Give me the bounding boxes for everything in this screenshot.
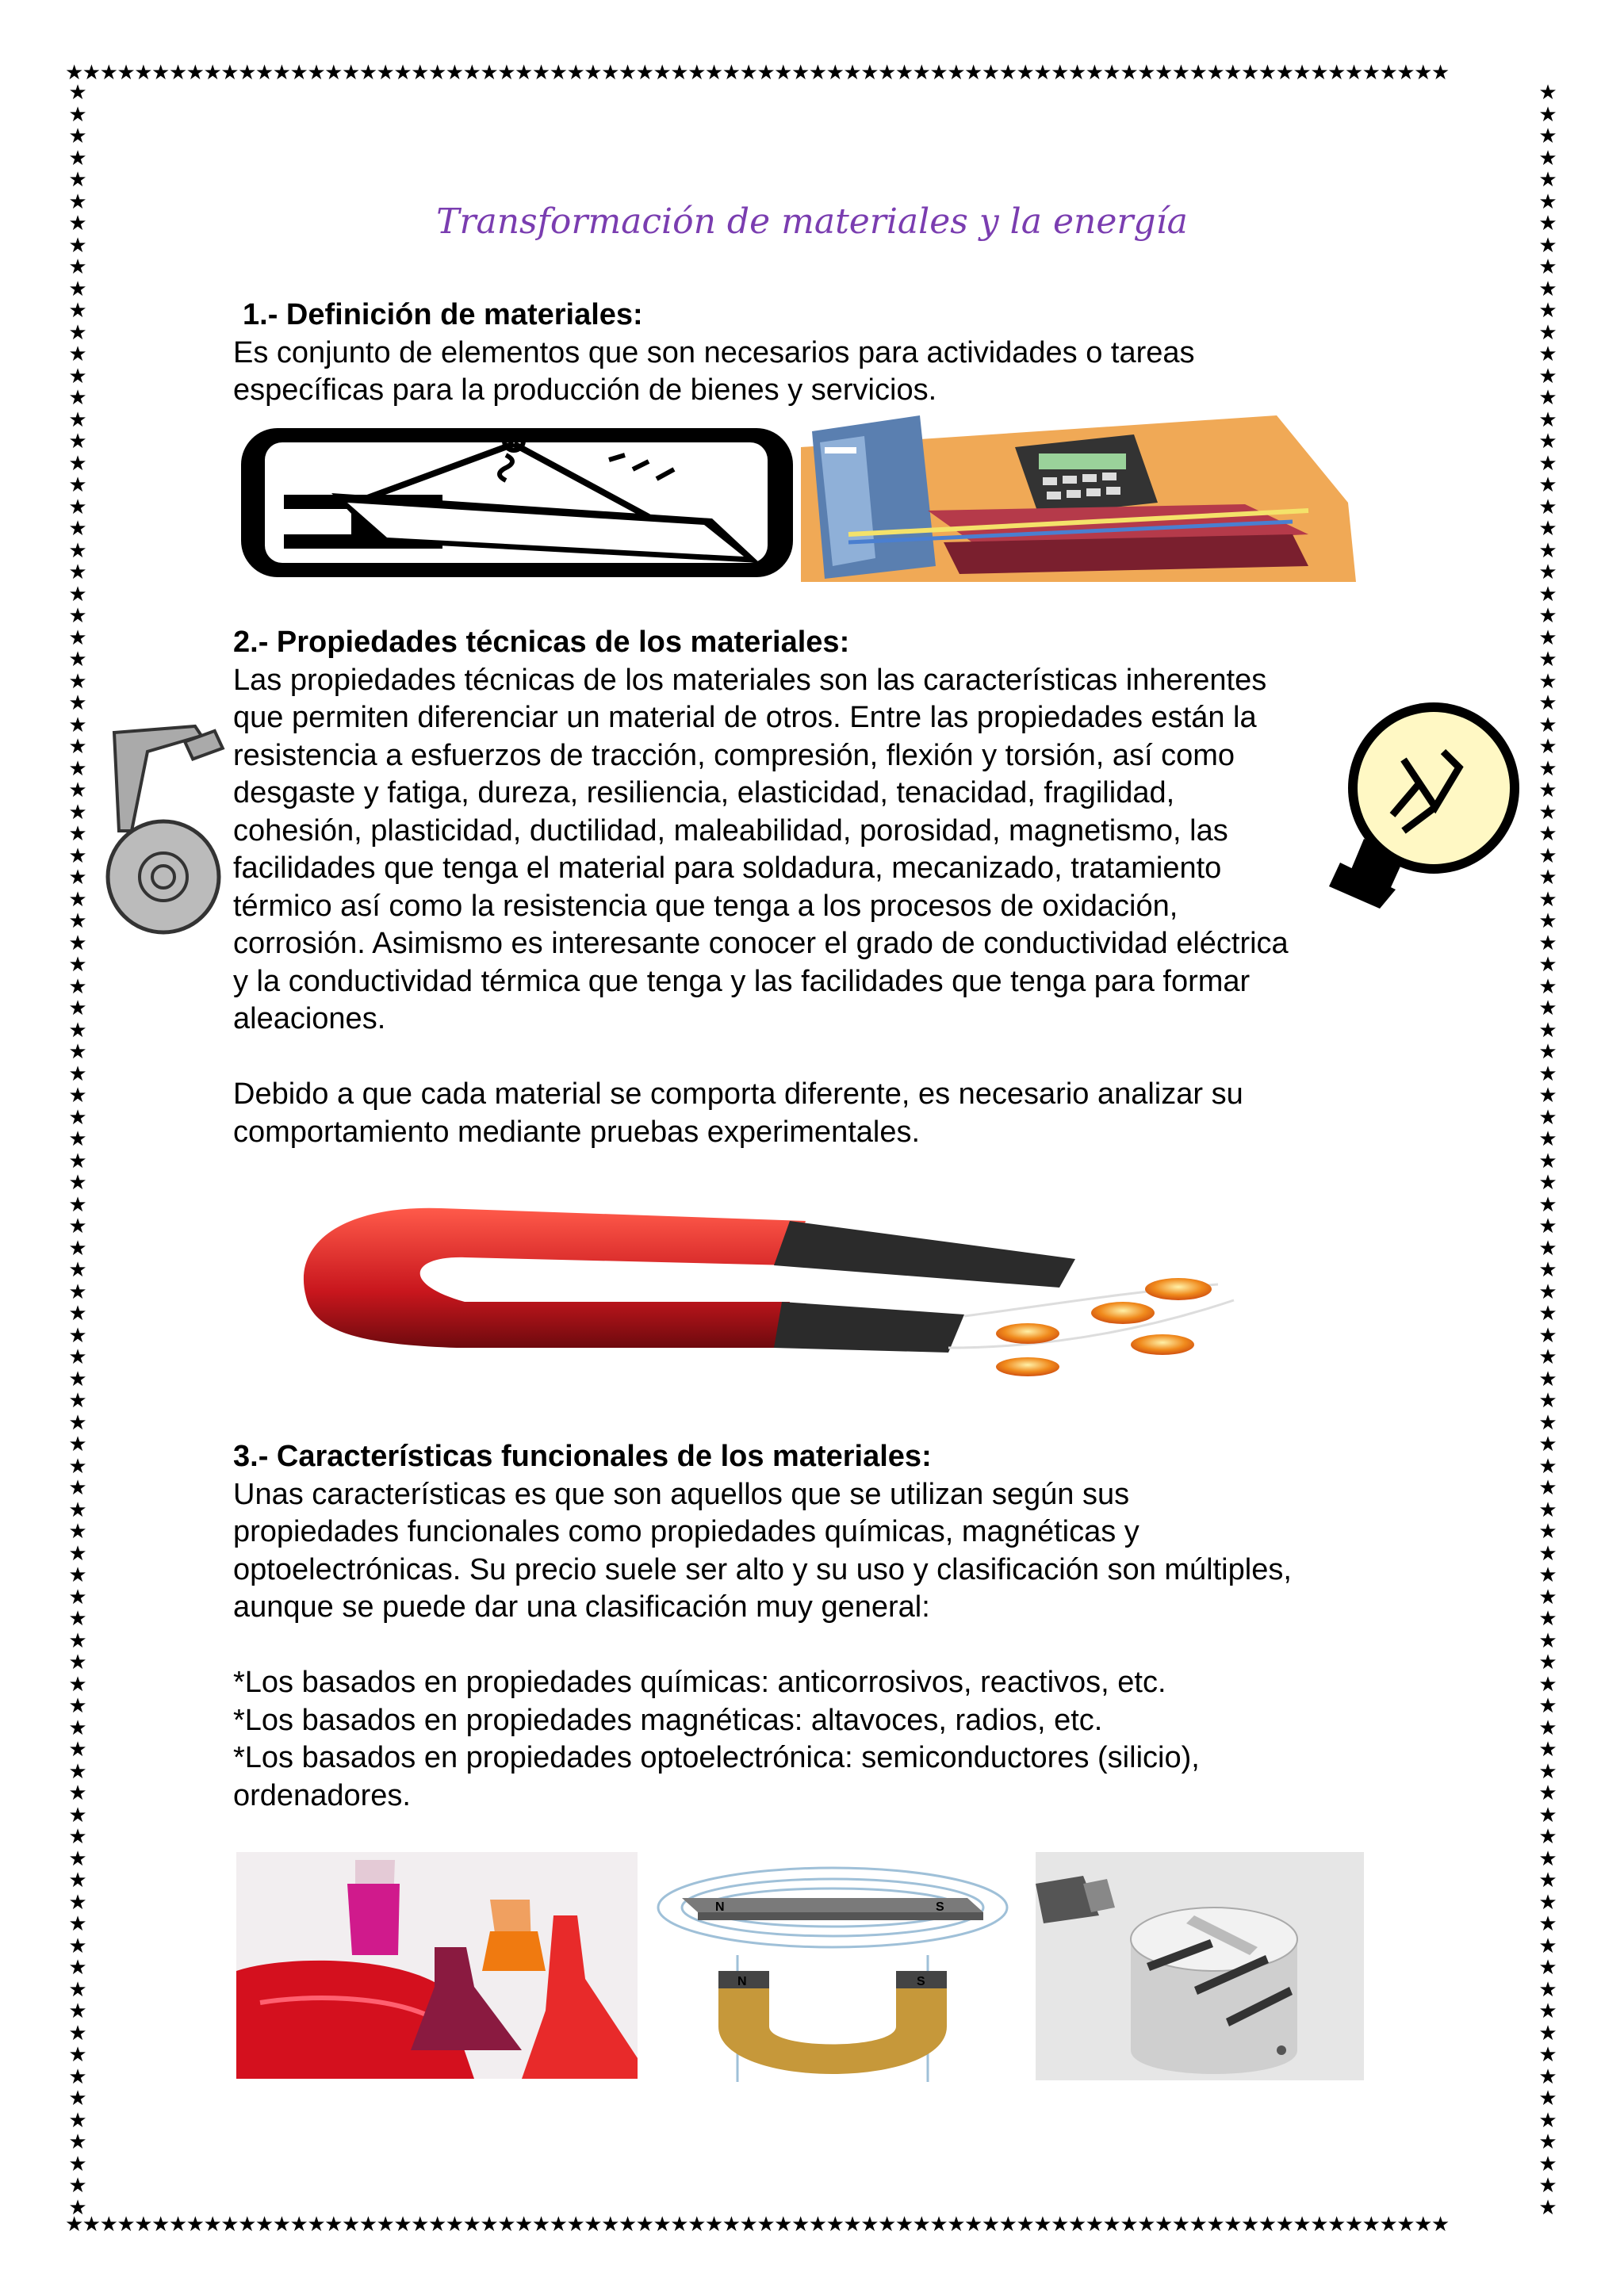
section-functional bbox=[233, 1438, 1407, 1815]
horseshoe-n-label: N bbox=[737, 1975, 747, 1988]
text-line: optoelectrónicas. Su precio suele ser alto y su uso y clasificación son múltiples, bbox=[233, 1552, 1292, 1586]
star-border-top: ★★★★★★★★★★★★★★★★★★★★★★★★★★★★★★★★★★★★★★★★★★★★★★★★★★★★★★★★★★★★★★★★★★★★★★★★★★★★★★★★ bbox=[65, 62, 1449, 84]
steel-beam-crane-icon bbox=[236, 423, 801, 582]
bullet-item: *Los basados en propiedades químicas: anticorrosivos, reactivos, etc. bbox=[233, 1666, 1166, 1699]
section-properties bbox=[233, 624, 1407, 1151]
section-heading: 1.- Definición de materiales: bbox=[243, 298, 643, 331]
tape-reel-icon bbox=[100, 720, 243, 936]
text-line: Debido a que cada material se comporta diferente, es necesario analizar su bbox=[233, 1077, 1243, 1111]
section-heading: 3.- Características funcionales de los materiales: bbox=[233, 1440, 932, 1473]
star-border-right: ★★★★★★★★★★★★★★★★★★★★★★★★★★★★★★★★★★★★★★★★★★★★★★★★★★★★★★★★★★★★★★★★★★★★★★★★★★★★★★★★★★★★★★★★★★★★★★★★★★ bbox=[1538, 82, 1557, 2215]
section-heading: 2.- Propiedades técnicas de los materiales: bbox=[233, 626, 850, 659]
text-line: específicas para la producción de bienes y servicios. bbox=[233, 373, 937, 407]
bullet-item: *Los basados en propiedades optoelectrónica: semiconductores (silicio), bbox=[233, 1741, 1200, 1774]
star-border-left: ★★★★★★★★★★★★★★★★★★★★★★★★★★★★★★★★★★★★★★★★★★★★★★★★★★★★★★★★★★★★★★★★★★★★★★★★★★★★★★★★★★★★★★★★★★★★★★★★★★ bbox=[68, 82, 87, 2215]
text-line: aleaciones. bbox=[233, 1002, 386, 1035]
text-line: y la conductividad térmica que tenga y las facilidades que tenga para formar bbox=[233, 964, 1251, 998]
text-line: aunque se puede dar una clasificación muy general: bbox=[233, 1590, 930, 1624]
metal-cylinder-image bbox=[1036, 1852, 1364, 2080]
text-line: corrosión. Asimismo es interesante conocer el grado de conductividad eléctrica bbox=[233, 927, 1289, 960]
page-title: Transformación de materiales y la energía bbox=[436, 201, 1188, 242]
bullet-item: ordenadores. bbox=[233, 1778, 411, 1812]
bar-and-horseshoe-magnets-image bbox=[650, 1852, 1015, 2082]
chemical-flasks-image bbox=[236, 1852, 638, 2079]
text-line: facilidades que tenga el material para soldadura, mecanizado, tratamiento bbox=[233, 851, 1222, 885]
books-calculator-image bbox=[801, 415, 1356, 584]
text-line: resistencia a esfuerzos de tracción, compresión, flexión y torsión, así como bbox=[233, 738, 1235, 772]
text-line: comportamiento mediante pruebas experimentales. bbox=[233, 1115, 921, 1149]
text-line: Unas características es que son aquellos que se utilizan según sus bbox=[233, 1477, 1130, 1511]
text-line: que permiten diferenciar un material de otros. Entre las propiedades están la bbox=[233, 701, 1257, 734]
horseshoe-s-label: S bbox=[917, 1975, 925, 1988]
bar-magnet-s-label: S bbox=[936, 1900, 944, 1914]
text-line: cohesión, plasticidad, ductilidad, maleabilidad, porosidad, magnetismo, las bbox=[233, 813, 1228, 848]
text-line: Las propiedades técnicas de los materiales son las características inherentes bbox=[233, 663, 1267, 697]
bullet-item: *Los basados en propiedades magnéticas: altavoces, radios, etc. bbox=[233, 1703, 1103, 1737]
star-border-bottom: ★★★★★★★★★★★★★★★★★★★★★★★★★★★★★★★★★★★★★★★★★★★★★★★★★★★★★★★★★★★★★★★★★★★★★★★★★★★★★★★★ bbox=[65, 2214, 1449, 2236]
text-line: desgaste y fatiga, dureza, resiliencia, elasticidad, tenacidad, fragilidad, bbox=[233, 776, 1175, 809]
lightbulb-icon bbox=[1324, 696, 1529, 910]
bar-magnet-n-label: N bbox=[715, 1900, 725, 1914]
text-line: térmico así como la resistencia que tenga a los procesos de oxidación, bbox=[233, 889, 1178, 923]
text-line: Es conjunto de elementos que son necesarios para actividades o tareas bbox=[233, 335, 1195, 369]
horseshoe-magnet-image bbox=[282, 1189, 1361, 1386]
section-definition bbox=[233, 297, 1407, 410]
text-line: propiedades funcionales como propiedades químicas, magnéticas y bbox=[233, 1515, 1139, 1548]
